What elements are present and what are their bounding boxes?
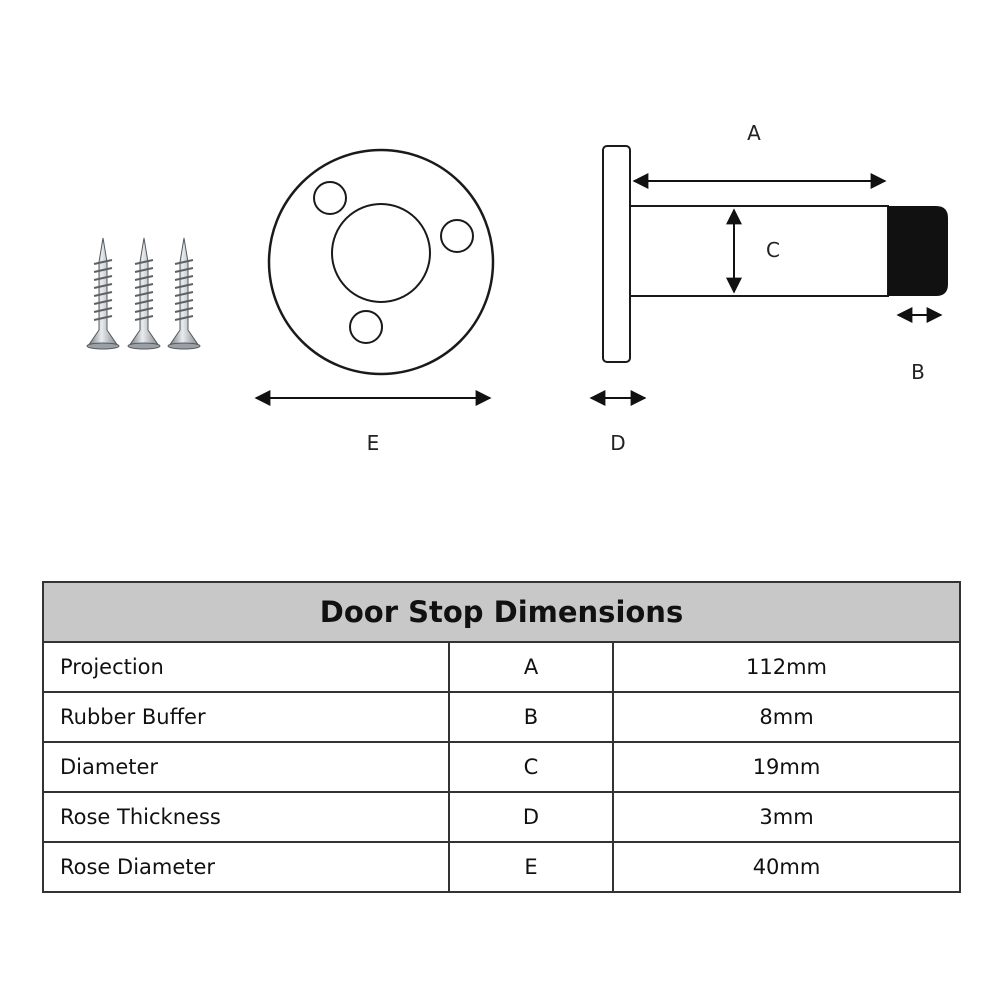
dimension-name: Projection [43, 642, 449, 692]
dimension-key: E [449, 842, 613, 892]
dimension-value: 8mm [613, 692, 960, 742]
table-row [43, 642, 960, 692]
label-d: D [610, 431, 626, 455]
screw-icon [168, 238, 200, 349]
dimension-name: Diameter [43, 742, 449, 792]
label-c: C [766, 238, 780, 262]
dimensions-table [42, 581, 961, 893]
table-row [43, 692, 960, 742]
dimension-name: Rubber Buffer [43, 692, 449, 742]
dimension-name: Rose Diameter [43, 842, 449, 892]
table-header-row [43, 582, 960, 642]
table-row [43, 842, 960, 892]
table-row [43, 792, 960, 842]
label-a: A [747, 121, 761, 145]
screws [87, 238, 200, 349]
dimension-key: A [449, 642, 613, 692]
dimension-key: D [449, 792, 613, 842]
dimension-value: 3mm [613, 792, 960, 842]
dimension-value: 19mm [613, 742, 960, 792]
table-title: Door Stop Dimensions [43, 582, 960, 642]
stop-body [630, 206, 888, 296]
rubber-buffer [888, 206, 948, 296]
label-e: E [366, 431, 380, 455]
label-b: B [911, 360, 925, 384]
dimension-value: 40mm [613, 842, 960, 892]
dimension-value: 112mm [613, 642, 960, 692]
dimension-key: C [449, 742, 613, 792]
screw-icon [128, 238, 160, 349]
rose-front-view [269, 150, 493, 374]
table-row [43, 742, 960, 792]
dimension-name: Rose Thickness [43, 792, 449, 842]
screw-icon [87, 238, 119, 349]
dimension-key: B [449, 692, 613, 742]
rose-plate [603, 146, 630, 362]
